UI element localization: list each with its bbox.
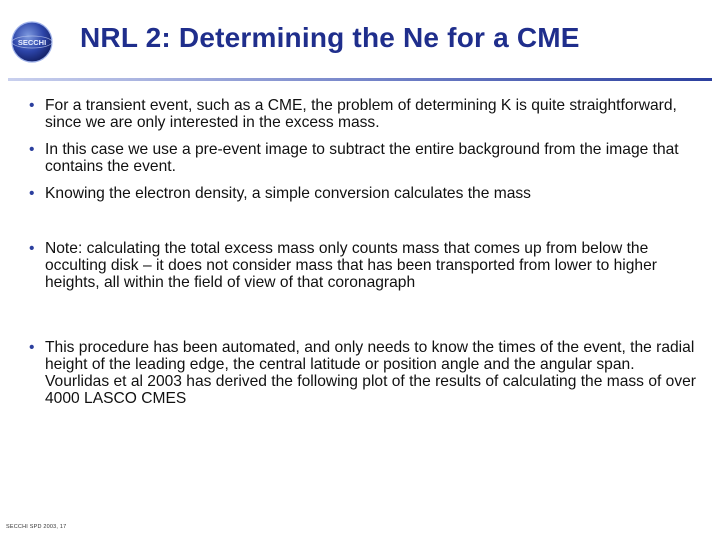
bullet-text: This procedure has been automated, and only needs to know the times of the event, the radial height of the leading edge, the central latitude or position angle and the angular span. Vourlidas et al 2003 has derived the following plot of the results of calculating the mass of over 4000 LASCO CMES <box>45 339 696 407</box>
spacer <box>27 212 697 240</box>
bullet-item <box>27 185 697 202</box>
bullet-item <box>27 141 697 175</box>
slide-title: NRL 2: Determining the Ne for a CME <box>80 22 580 53</box>
bullet-item <box>27 97 697 131</box>
bullet-item <box>27 339 697 407</box>
slide-footer: SECCHI SPD 2003, 17 <box>6 524 67 530</box>
bullet-item <box>27 240 697 291</box>
spacer <box>27 301 697 339</box>
secchi-logo <box>10 20 54 64</box>
bullet-icon: • <box>29 185 35 202</box>
bullet-text: Knowing the electron density, a simple conversion calculates the mass <box>45 185 531 202</box>
bullet-text: For a transient event, such as a CME, the problem of determining K is quite straightforward, since we are only interested in the excess mass. <box>45 97 677 131</box>
logo-text: SECCHI <box>17 38 47 47</box>
bullet-icon: • <box>29 240 35 257</box>
bullet-text: Note: calculating the total excess mass only counts mass that comes up from below the occulting disk – it does not consider mass that has been transported from lower to higher heights, all within the field of view of that coronagraph <box>45 240 657 291</box>
bullet-text: In this case we use a pre-event image to subtract the entire background from the image that contains the event. <box>45 141 679 175</box>
bullet-icon: • <box>29 141 35 158</box>
bullet-list <box>27 97 697 417</box>
bullet-icon: • <box>29 339 35 356</box>
title-divider <box>8 78 712 81</box>
bullet-icon: • <box>29 97 35 114</box>
